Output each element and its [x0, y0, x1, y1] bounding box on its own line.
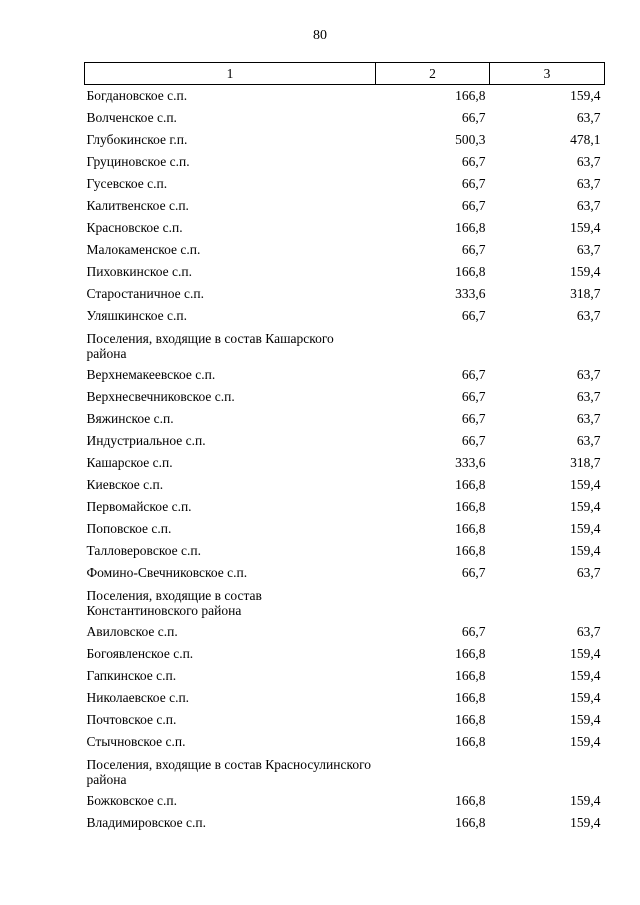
value-column-3: 63,7 [576, 198, 601, 213]
value-column-2: 166,8 [455, 499, 486, 514]
value-column-3: 159,4 [570, 690, 601, 705]
table-row [85, 643, 605, 665]
value-column-2: 333,6 [455, 286, 486, 301]
value-column-2: 66,7 [461, 411, 486, 426]
settlement-name: Глубокинское г.п. [86, 132, 188, 147]
group-heading: Поселения, входящие в состав Красносулинского района [86, 756, 372, 787]
value-column-3: 159,4 [570, 499, 601, 514]
settlement-name: Божковское с.п. [86, 793, 178, 808]
value-column-3: 159,4 [570, 712, 601, 727]
value-column-2: 166,8 [455, 712, 486, 727]
column-header-3: 3 [490, 63, 605, 85]
table-row [85, 305, 605, 327]
table-row [85, 283, 605, 305]
value-column-3: 159,4 [570, 220, 601, 235]
settlement-name: Вяжинское с.п. [86, 411, 174, 426]
table-row [85, 85, 605, 108]
table-row [85, 665, 605, 687]
table-row [85, 518, 605, 540]
settlement-name: Кашарское с.п. [86, 455, 173, 470]
value-column-3: 63,7 [576, 308, 601, 323]
settlement-name: Николаевское с.п. [86, 690, 190, 705]
value-column-2: 166,8 [455, 646, 486, 661]
table-row [85, 364, 605, 386]
value-column-3: 159,4 [570, 668, 601, 683]
value-column-3: 63,7 [576, 433, 601, 448]
settlement-name: Уляшкинское с.п. [86, 308, 187, 323]
group-heading-row [85, 327, 605, 364]
value-column-3: 159,4 [570, 264, 601, 279]
page-number: 80 [313, 28, 327, 43]
table-row [85, 790, 605, 812]
table-row [85, 496, 605, 518]
value-column-2: 66,7 [461, 154, 486, 169]
group-heading-row [85, 753, 605, 790]
group-heading: Поселения, входящие в состав Кашарского района [86, 330, 334, 361]
value-column-2: 166,8 [455, 793, 486, 808]
value-column-2: 66,7 [461, 624, 486, 639]
value-column-3: 63,7 [576, 389, 601, 404]
settlement-name: Груциновское с.п. [86, 154, 190, 169]
value-column-3: 63,7 [576, 110, 601, 125]
settlement-name: Авиловское с.п. [86, 624, 178, 639]
table-row [85, 621, 605, 643]
value-column-2: 500,3 [455, 132, 486, 147]
value-column-2: 166,8 [455, 88, 486, 103]
value-column-3: 318,7 [570, 455, 601, 470]
table-row [85, 474, 605, 496]
table-row [85, 195, 605, 217]
table-row [85, 731, 605, 753]
value-column-3: 478,1 [570, 132, 601, 147]
value-column-2: 66,7 [461, 242, 486, 257]
table-row [85, 430, 605, 452]
settlement-name: Малокаменское с.п. [86, 242, 201, 257]
value-column-2: 66,7 [461, 433, 486, 448]
value-column-2 [376, 584, 490, 621]
value-column-2: 166,8 [455, 690, 486, 705]
table-row [85, 386, 605, 408]
value-column-2: 166,8 [455, 521, 486, 536]
settlement-name: Киевское с.п. [86, 477, 164, 492]
allocation-table [84, 62, 605, 834]
table-row [85, 540, 605, 562]
settlement-name: Верхнемакеевское с.п. [86, 367, 216, 382]
value-column-3 [490, 753, 605, 790]
settlement-name: Поповское с.п. [86, 521, 172, 536]
settlement-name: Фомино-Свечниковское с.п. [86, 565, 248, 580]
value-column-3: 159,4 [570, 521, 601, 536]
table-row [85, 562, 605, 584]
value-column-2 [376, 753, 490, 790]
value-column-3 [490, 327, 605, 364]
settlement-name: Богоявленское с.п. [86, 646, 194, 661]
column-header-2: 2 [376, 63, 490, 85]
value-column-3: 159,4 [570, 646, 601, 661]
settlement-name: Старостаничное с.п. [86, 286, 204, 301]
value-column-2: 166,8 [455, 543, 486, 558]
settlement-name: Волченское с.п. [86, 110, 177, 125]
value-column-2: 333,6 [455, 455, 486, 470]
value-column-2: 166,8 [455, 734, 486, 749]
value-column-3: 63,7 [576, 176, 601, 191]
settlement-name: Красновское с.п. [86, 220, 183, 235]
value-column-3: 159,4 [570, 543, 601, 558]
value-column-2 [376, 327, 490, 364]
value-column-2: 166,8 [455, 477, 486, 492]
table-row [85, 173, 605, 195]
value-column-3: 159,4 [570, 815, 601, 830]
table-row [85, 261, 605, 283]
value-column-3: 159,4 [570, 734, 601, 749]
value-column-2: 66,7 [461, 198, 486, 213]
value-column-3: 63,7 [576, 154, 601, 169]
table-body [85, 85, 605, 835]
group-heading-row [85, 584, 605, 621]
settlement-name: Владимировское с.п. [86, 815, 207, 830]
settlement-name: Гапкинское с.п. [86, 668, 177, 683]
settlement-name: Стычновское с.п. [86, 734, 186, 749]
table-row [85, 107, 605, 129]
group-heading: Поселения, входящие в состав Константиновского района [86, 587, 262, 618]
value-column-2: 66,7 [461, 308, 486, 323]
value-column-2: 166,8 [455, 220, 486, 235]
table-header [85, 63, 605, 85]
value-column-2: 66,7 [461, 176, 486, 191]
table-row [85, 408, 605, 430]
table-row [85, 151, 605, 173]
value-column-3: 63,7 [576, 367, 601, 382]
table-row [85, 709, 605, 731]
value-column-2: 66,7 [461, 110, 486, 125]
value-column-2: 66,7 [461, 367, 486, 382]
value-column-2: 66,7 [461, 389, 486, 404]
value-column-3: 63,7 [576, 565, 601, 580]
value-column-3 [490, 584, 605, 621]
table-row [85, 239, 605, 261]
value-column-3: 63,7 [576, 242, 601, 257]
settlement-name: Богдановское с.п. [86, 88, 188, 103]
header-row [85, 63, 605, 85]
column-header-1: 1 [85, 63, 376, 85]
table-row [85, 217, 605, 239]
settlement-name: Почтовское с.п. [86, 712, 177, 727]
value-column-2: 66,7 [461, 565, 486, 580]
settlement-name: Гусевское с.п. [86, 176, 168, 191]
settlement-name: Калитвенское с.п. [86, 198, 189, 213]
value-column-3: 63,7 [576, 624, 601, 639]
value-column-2: 166,8 [455, 264, 486, 279]
table-row [85, 687, 605, 709]
table-row [85, 452, 605, 474]
settlement-name: Талловеровское с.п. [86, 543, 201, 558]
value-column-3: 159,4 [570, 88, 601, 103]
value-column-2: 166,8 [455, 815, 486, 830]
value-column-3: 159,4 [570, 793, 601, 808]
value-column-3: 63,7 [576, 411, 601, 426]
value-column-2: 166,8 [455, 668, 486, 683]
settlement-name: Пиховкинское с.п. [86, 264, 192, 279]
table-row [85, 812, 605, 834]
settlement-name: Верхнесвечниковское с.п. [86, 389, 235, 404]
table-row [85, 129, 605, 151]
settlement-name: Индустриальное с.п. [86, 433, 206, 448]
settlement-name: Первомайское с.п. [86, 499, 192, 514]
value-column-3: 318,7 [570, 286, 601, 301]
value-column-3: 159,4 [570, 477, 601, 492]
